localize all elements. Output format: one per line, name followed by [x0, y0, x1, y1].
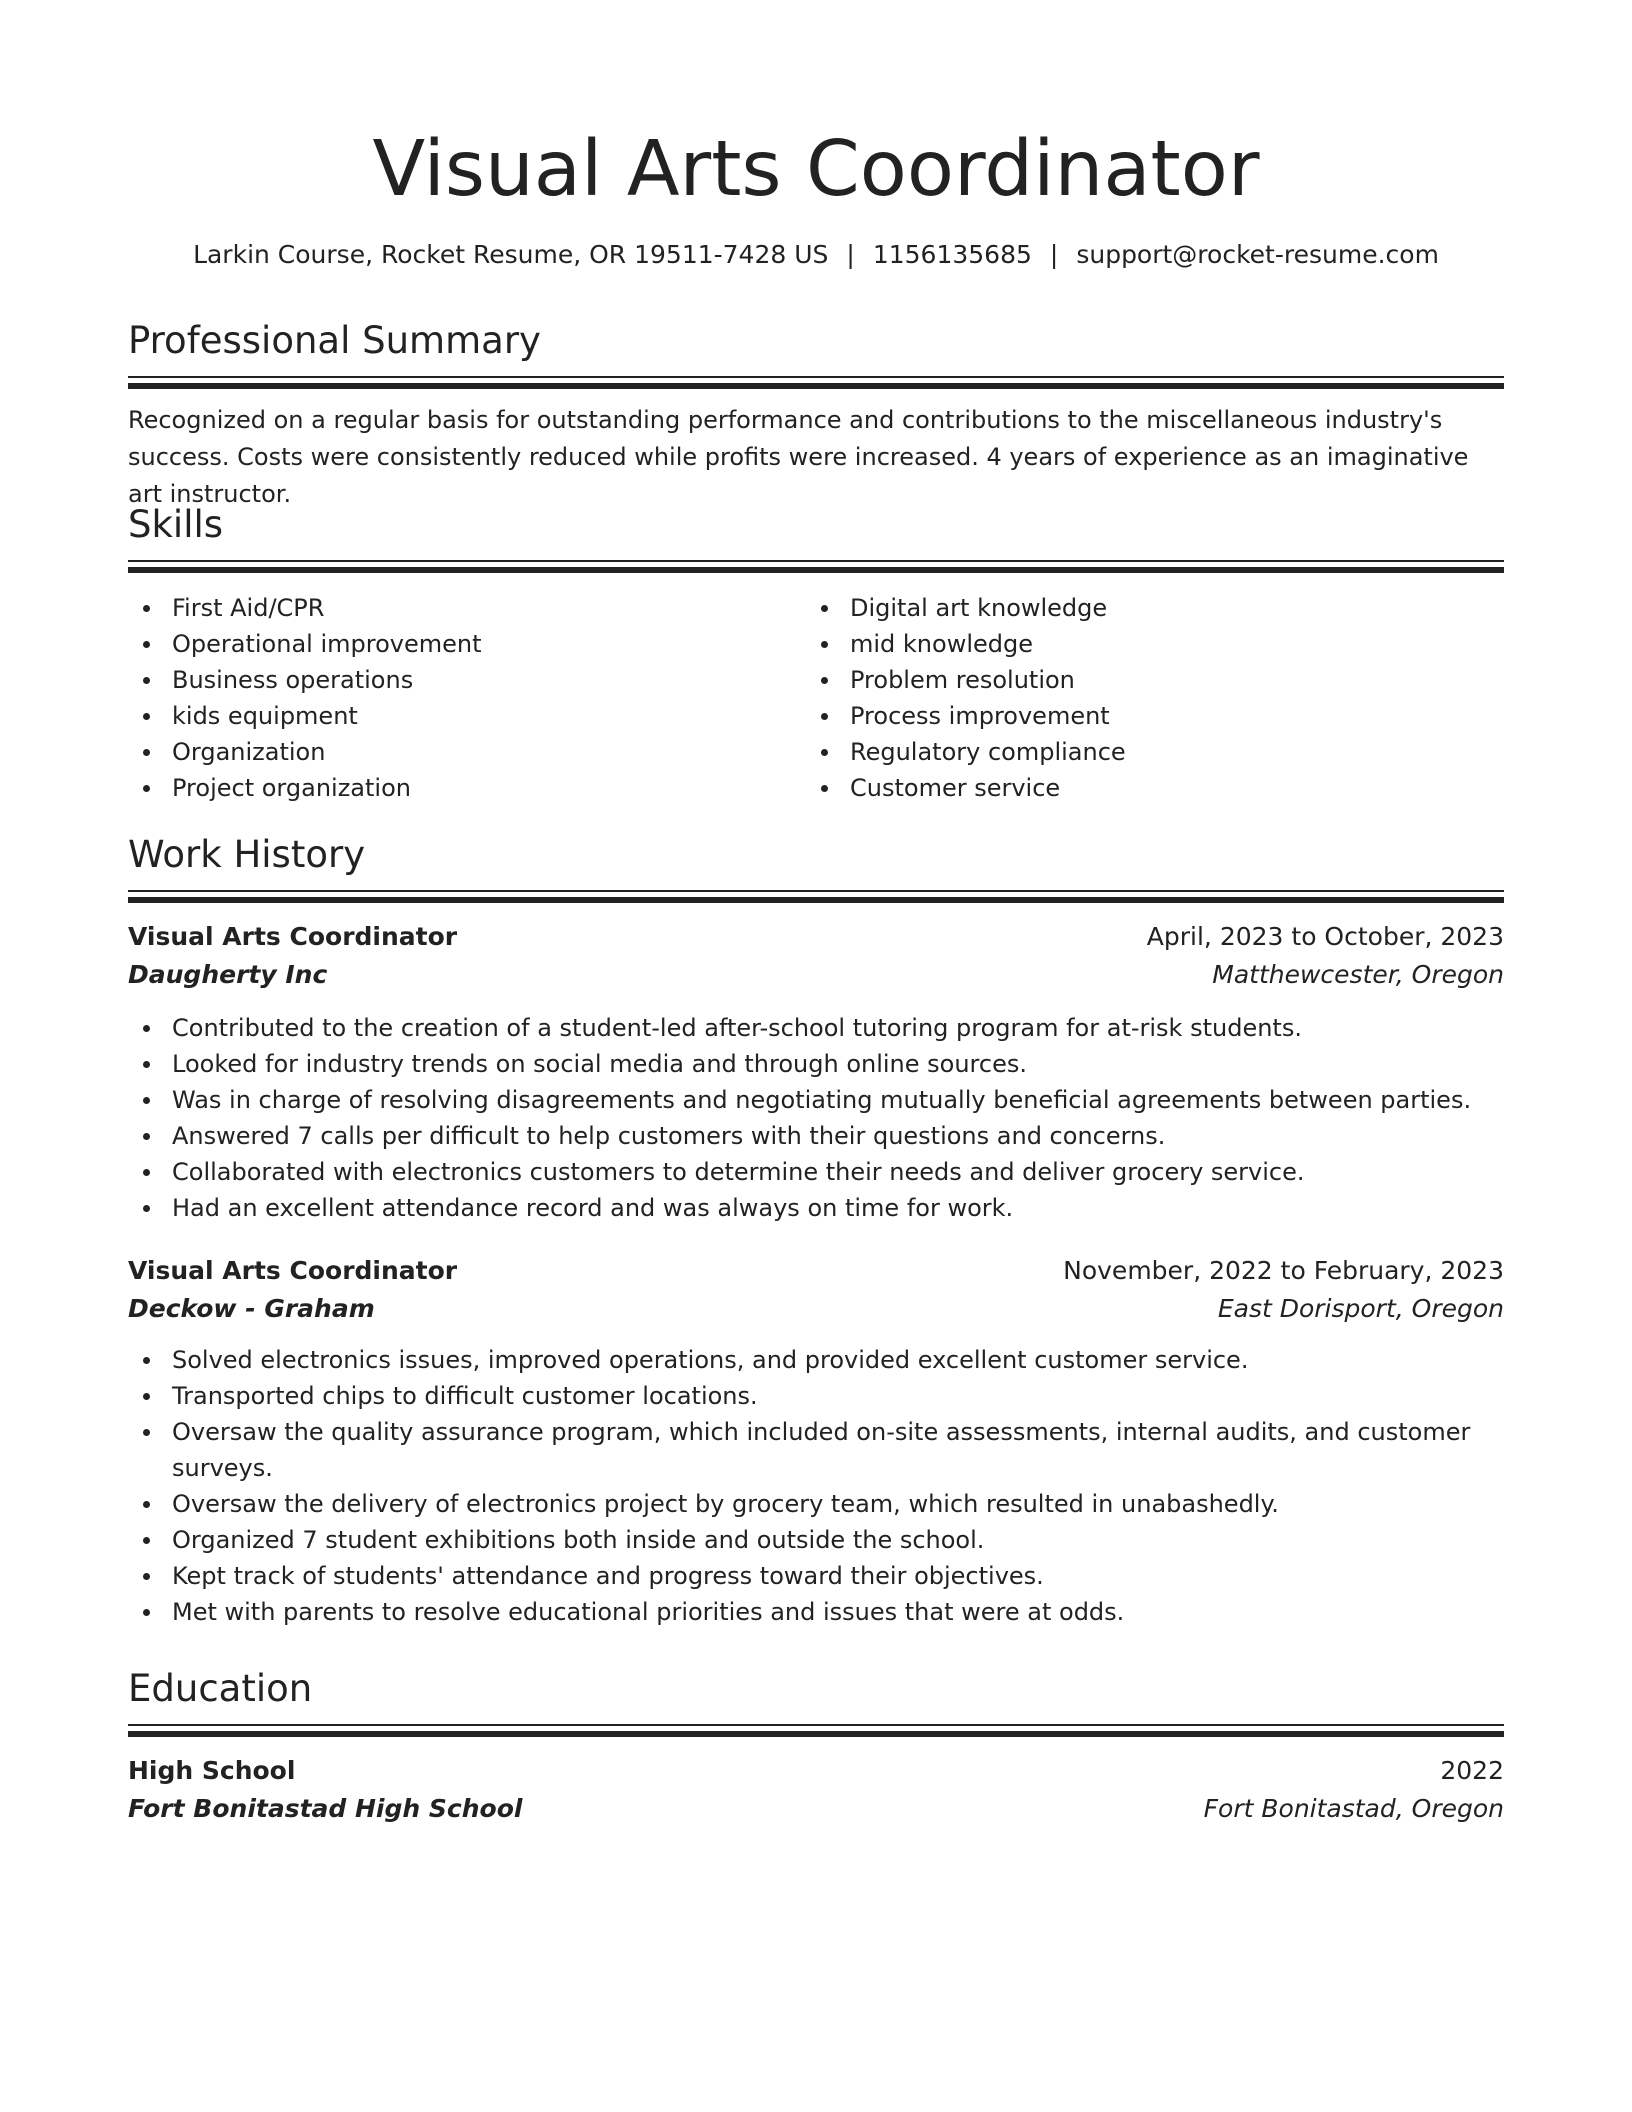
section-divider	[128, 890, 1504, 904]
contact-phone: 1156135685	[872, 240, 1032, 269]
summary-text: Recognized on a regular basis for outstanding performance and contributions to the miscellaneous industry's success. Costs were consistently reduced while profits were increased. 4 years of experience as an imaginative art instructor.	[128, 406, 1469, 508]
education-entry	[128, 1752, 1504, 1828]
skill-item: Operational improvement	[128, 626, 806, 662]
skill-item: Project organization	[128, 770, 806, 806]
job-title: Visual Arts Coordinator	[128, 922, 458, 951]
section-divider	[128, 560, 1504, 574]
job-bullets	[128, 1010, 1504, 1226]
education-location: Fort Bonitastad, Oregon	[1203, 1794, 1504, 1823]
job-bullet: Met with parents to resolve educational priorities and issues that were at odds.	[128, 1594, 1504, 1630]
job-bullet: Oversaw the delivery of electronics project by grocery team, which resulted in unabashedly.	[128, 1486, 1504, 1522]
contact-separator: |	[1049, 240, 1059, 269]
contact-email: support@rocket-resume.com	[1076, 240, 1439, 269]
skills-list-left	[128, 590, 806, 806]
job-company: Daugherty Inc	[128, 960, 328, 989]
job-bullet: Oversaw the quality assurance program, which included on-site assessments, internal audits, and customer surveys.	[128, 1414, 1504, 1486]
job-bullet: Solved electronics issues, improved operations, and provided excellent customer service.	[128, 1342, 1504, 1378]
skill-item: Customer service	[806, 770, 1484, 806]
contact-separator: |	[846, 240, 855, 269]
skill-item: Problem resolution	[806, 662, 1484, 698]
skill-item: Organization	[128, 734, 806, 770]
section-divider	[128, 376, 1504, 390]
section-title-education: Education	[128, 1667, 313, 1710]
contact-address: Larkin Course, Rocket Resume, OR 19511-7428 US	[193, 240, 829, 269]
skill-item: Digital art knowledge	[806, 590, 1484, 626]
skill-item: kids equipment	[128, 698, 806, 734]
contact-line	[128, 238, 1504, 272]
job-location: East Dorisport, Oregon	[1217, 1294, 1504, 1323]
summary-section	[128, 316, 1504, 513]
skills-list-right	[806, 590, 1484, 806]
education-school: Fort Bonitastad High School	[128, 1794, 523, 1823]
skill-item: First Aid/CPR	[128, 590, 806, 626]
job-bullet: Answered 7 calls per difficult to help customers with their questions and concerns.	[128, 1118, 1504, 1154]
job-dates: November, 2022 to February, 2023	[1063, 1256, 1504, 1285]
section-title-skills: Skills	[128, 503, 224, 546]
skills-columns	[128, 590, 1504, 806]
skill-item: mid knowledge	[806, 626, 1484, 662]
job-dates: April, 2023 to October, 2023	[1146, 922, 1504, 951]
job-bullet: Collaborated with electronics customers to determine their needs and deliver grocery service.	[128, 1154, 1504, 1190]
job-bullet: Transported chips to difficult customer locations.	[128, 1378, 1504, 1414]
job-bullet: Kept track of students' attendance and progress toward their objectives.	[128, 1558, 1504, 1594]
job-bullet: Organized 7 student exhibitions both inside and outside the school.	[128, 1522, 1504, 1558]
education-section	[128, 1664, 1504, 1828]
job-entry	[128, 918, 1504, 1226]
skill-item: Regulatory compliance	[806, 734, 1484, 770]
job-bullet: Looked for industry trends on social media and through online sources.	[128, 1046, 1504, 1082]
skills-section	[128, 500, 1504, 806]
skill-item: Business operations	[128, 662, 806, 698]
section-divider	[128, 1724, 1504, 1738]
job-bullet: Was in charge of resolving disagreements and negotiating mutually beneficial agreements between parties.	[128, 1082, 1504, 1118]
section-title-summary: Professional Summary	[128, 319, 541, 362]
job-entry	[128, 1252, 1504, 1630]
job-title: Visual Arts Coordinator	[128, 1256, 458, 1285]
education-year: 2022	[1440, 1756, 1504, 1785]
section-title-work: Work History	[128, 833, 366, 876]
education-degree: High School	[128, 1756, 296, 1785]
job-bullets	[128, 1342, 1504, 1630]
job-location: Matthewcester, Oregon	[1212, 960, 1504, 989]
resume-name: Visual Arts Coordinator	[372, 125, 1260, 214]
job-bullet: Contributed to the creation of a student-led after-school tutoring program for at-risk students.	[128, 1010, 1504, 1046]
job-company: Deckow - Graham	[128, 1294, 375, 1323]
job-bullet: Had an excellent attendance record and was always on time for work.	[128, 1190, 1504, 1226]
work-history-section	[128, 830, 1504, 1630]
skill-item: Process improvement	[806, 698, 1484, 734]
